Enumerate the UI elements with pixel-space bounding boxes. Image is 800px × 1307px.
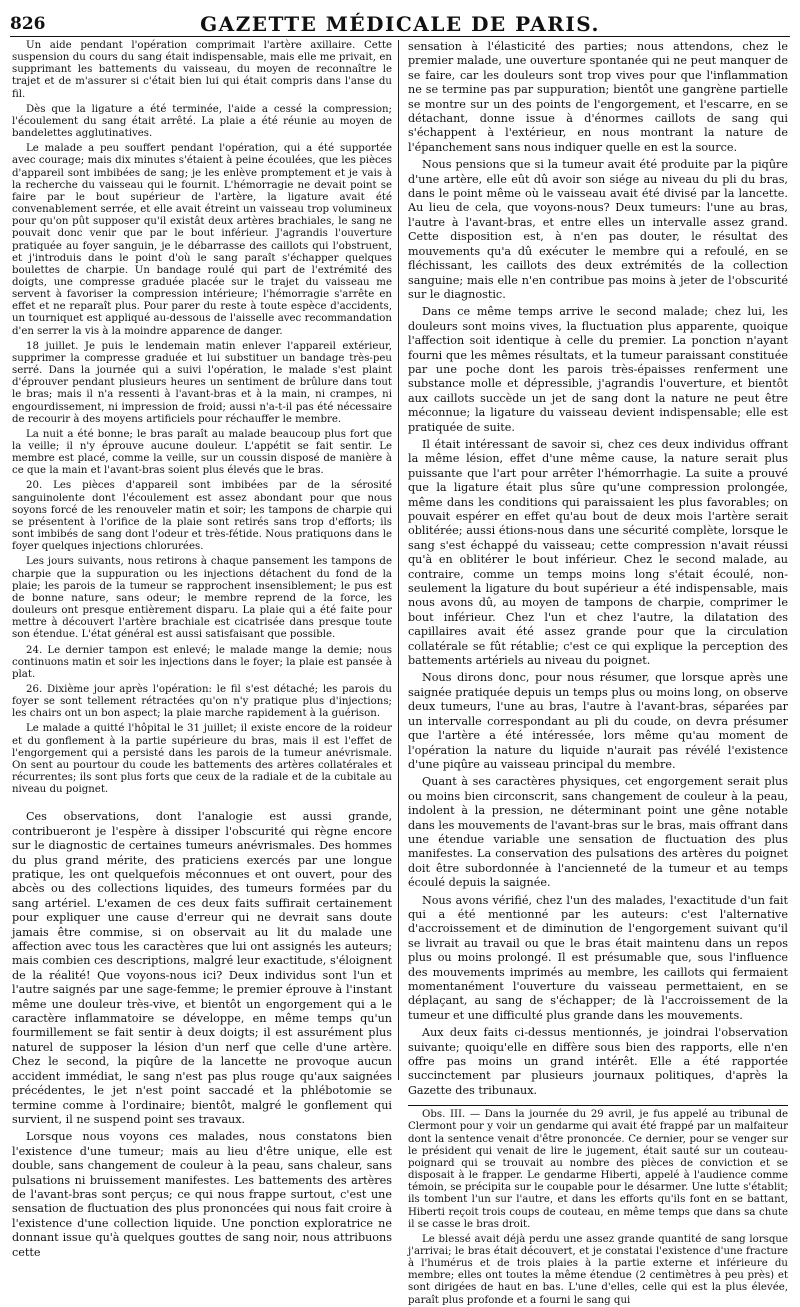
paragraph: 24. Le dernier tampon est enlevé; le malade mange la demie; nous continuons matin et soir les injections dans le foyer; la plaie est pansée à plat. [12,644,392,680]
paragraph: Il était intéressant de savoir si, chez ces deux individus offrant la même lésion, effet d'une même cause, la nature serait plus puissante que l'art pour arrêter l'hémorrhagie. La suite a prouvé que la ligature était plus sûre qu'une compression prolongée, même dans les conditions qui paraissaient les plus favorables; on pouvait espérer en effet qu'au bout de deux mois l'artère serait oblitérée; aussi étions-nous dans une sécurité complète, lorsque le sang s'est échappé du vaisseau; cette compression n'avait réussi qu'à en oblitérer le bout inférieur. Chez le second malade, au contraire, comme un temps moins long s'était écoulé, non-seulement la ligature du bout supérieur a été indispensable, mais nous avons dû, au moyen de tampons de charpie, comprimer le bout inférieur. Chez l'un et chez l'autre, la dilatation des capillaires avait été assez grande pour que la circulation collatérale se fût rétablie; c'est ce qui explique la perception des battements artériels au niveau du poignet. [408,437,788,668]
paragraph: Lorsque nous voyons ces malades, nous constatons bien l'existence d'une tumeur; mais au lieu d'être unique, elle est double, sans changement de couleur à la peau, sans chaleur, sans pulsations ni bruissement manifestes. Les battements des artères de l'avant-bras sont perçus; ce qui nous frappe surtout, c'est une sensation de fluctuation des plus prononcées qui nous fait croire à l'existence d'une collection liquide. Une ponction exploratrice ne donnant issue qu'à quelques gouttes de sang noir, nous attribuons cette [12,1130,392,1259]
divider-rule [408,1105,788,1106]
paragraph: Le blessé avait déjà perdu une assez grande quantité de sang lorsque j'arrivai; le bras était découvert, et je constatai l'existence d'une fracture à l'humérus et de trois plaies à la partie externe et inférieure du membre; elles ont toutes la même étendue (2 centimètres à peu près) et sont dirigées de haut en bas. L'une d'elles, celle qui est la plus élevée, paraît plus profonde et a fourni le sang qui [408,1233,788,1306]
paragraph: Le malade a peu souffert pendant l'opération, qui a été supportée avec courage; mais dix minutes s'étaient à peine écoulées, que les pièces d'appareil sont imbibées de sang; je les enlève promptement et je vais à la recherche du vaisseau qui le fournit. L'hémorragie ne devait point se faire par le bout supérieur de l'artère, la ligature avait été convenablement serrée, et elle avait étreint un vaisseau trop volumineux pour qu'on pût supposer qu'il existât deux artères brachiales, le sang ne pouvait donc venir que par le bout inférieur. J'agrandis l'ouverture pratiquée au foyer sanguin, je le débarrasse des caillots qui l'obstruent, et j'introduis dans le point d'où le sang paraît s'échapper quelques boulettes de charpie. Un bandage roulé qui part de l'extrémité des doigts, une compresse graduée placée sur le trajet du vaisseau me servent à favoriser la compression intérieure; l'hémorragie s'arrête en effet et ne reparaît plus. Pour parer du reste à toute espèce d'accidents, un tourniquet est appliqué au-dessous de l'aisselle avec recommandation d'en serrer la vis à la moindre apparence de danger. [12,143,392,337]
paragraph: Un aide pendant l'opération comprimait l'artère axillaire. Cette suspension du cours du sang était indispensable, mais elle me privait, en supprimant les battements du vaisseau, du moyen de reconnaître le trajet et de m'assurer si c'était bien lui qui était compris dans l'anse du fil. [12,40,392,100]
journal-title: GAZETTE MÉDICALE DE PARIS. [200,12,600,36]
paragraph: Dès que la ligature a été terminée, l'aide a cessé la compression; l'écoulement du sang était arrêté. La plaie a été réunie au moyen de bandelettes agglutinatives. [12,103,392,140]
paragraph: Ces observations, dont l'analogie est aussi grande, contribueront je l'espère à dissiper l'obscurité qui règne encore sur le diagnostic de certaines tumeurs anévrismales. Des hommes du plus grand mérite, des praticiens exercés par une longue pratique, les ont quelquefois méconnues et ont ouvert, pour des abcès ou des collections liquides, des tumeurs formées par du sang artériel. L'examen de ces deux faits suffirait certainement pour expliquer une cause d'erreur qui ne devrait sans doute jamais être commise, si on observait au lit du malade une affection avec tous les caractères que lui ont assignés les auteurs; mais combien ces descriptions, malgré leur exactitude, s'éloignent de la réalité! Que voyons-nous ici? Deux individus sont l'un et l'autre saignés par une sage-femme; le premier éprouve à l'instant même une douleur très-vive, et bientôt un engorgement qui a le caractère inflammatoire se développe, en même temps qu'un fourmillement se fait sentir à deux doigts; il est assurément plus naturel de supposer la lésion d'un nerf que celle d'une artère. Chez le second, la piqûre de la lancette ne provoque aucun accident immédiat, le sang n'est pas plus rouge qu'aux saignées précédentes, le jet n'est point saccadé et la phlébotomie se termine comme à l'ordinaire; bientôt, malgré le gonflement qui survient, il ne suspend point ses travaux. [12,810,392,1126]
paragraph: Dans ce même temps arrive le second malade; chez lui, les douleurs sont moins vives, la fluctuation plus apparente, quoique l'affection soit identique à celle du premier. La ponction n'ayant fourni que les mêmes résultats, et la tumeur paraissant constituée par une poche dont les parois très-épaisses renferment une substance molle et dépressible, j'agrandis l'ouverture, et bientôt aux caillots succède un jet de sang dont la nature ne peut être méconnue; la ligature du vaisseau devient indispensable; elle est pratiquée de suite. [408,305,788,434]
page-header [10,8,790,36]
paragraph: Les jours suivants, nous retirons à chaque pansement les tampons de charpie que la suppuration ou les injections détachent du fond de la plaie; les parois de la tumeur se rapprochent insensiblement; le pus est de bonne nature, sans odeur; le membre reprend de la force, les douleurs ont presque entièrement disparu. La plaie qui a été faite pour mettre à découvert l'artère brachiale est cicatrisée dans presque toute son étendue. L'état général est aussi satisfaisant que possible. [12,556,392,641]
paragraph: 26. Dixième jour après l'opération: le fil s'est détaché; les parois du foyer se sont tellement rétractées qu'on n'y pratique plus d'injections; les chairs ont un bon aspect; la plaie marche rapidement à la guérison. [12,683,392,720]
paragraph: sensation à l'élasticité des parties; nous attendons, chez le premier malade, une ouverture spontanée qui ne peut manquer de se faire, car les douleurs sont trop vives pour que l'inflammation ne se termine pas par suppuration; bientôt une gangrène partielle se montre sur un des points de l'engorgement, et l'escarre, en se détachant, donne issue à d'énormes caillots de sang qui s'échappent à l'extérieur, en nous montrant la nature de l'épanchement sans nous indiquer quelle en est la source. [408,40,788,154]
paragraph: La nuit a été bonne; le bras paraît au malade beaucoup plus fort que la veille; il n'y éprouve aucune douleur. L'appétit se fait sentir. Le membre est placé, comme la veille, sur un coussin disposé de manière à ce que la main et l'avant-bras soient plus élevés que le bras. [12,428,392,477]
column-separator [398,40,399,1080]
page-number: 826 [10,14,46,34]
section-divider [408,1101,788,1109]
paragraph: Obs. III. — Dans la journée du 29 avril, je fus appelé au tribunal de Clermont pour y voir un gendarme qui avait été frappé par un malfaiteur dont la sentence venait d'être prononcée. Ce dernier, pour se venger sur le président qui venait de lire le jugement, était sauté sur un couteau-poignard qui se trouvait au nombre des pièces de conviction et se disposait à le frapper. Le gendarme Hiberti, appelé à l'audience comme témoin, se précipita sur le coupable pour le désarmer. Une lutte s'établit; ils tombent l'un sur l'autre, et dans les efforts qu'ils font en se battant, Hiberti reçoit trois coups de couteau, en même temps que dans sa chute il se casse le bras droit. [408,1109,788,1230]
paragraph: Nous dirons donc, pour nous résumer, que lorsque après une saignée pratiquée depuis un temps plus ou moins long, on observe deux tumeurs, l'une au bras, l'autre à l'avant-bras, séparées par un intervalle correspondant au pli du coude, on devra présumer que l'artère a été intéressée, lors même qu'au moment de l'opération la nature du liquide n'aurait pas révélé l'existence d'une piqûre au vaisseau principal du membre. [408,671,788,771]
left-column [12,40,392,1259]
paragraph: 18 juillet. Je puis le lendemain matin enlever l'appareil extérieur, supprimer la compresse graduée et lui substituer un bandage très-peu serré. Dans la journée qui a suivi l'opération, le malade s'est plaint d'éprouver pendant plusieurs heures un sentiment de brûlure dans tout le bras; mais il n'a ressenti à l'avant-bras et à la main, ni crampes, ni engourdissement, ni impression de froid; aussi n'a-t-il pas été nécessaire de recourir à des moyens artificiels pour réchauffer le membre. [12,340,392,425]
paragraph: Aux deux faits ci-dessus mentionnés, je joindrai l'observation suivante; quoiqu'elle en diffère sous bien des rapports, elle n'en offre pas moins un grand intérêt. Elle a été rapportée succinctement par plusieurs journaux politiques, d'après la Gazette des tribunaux. [408,1026,788,1097]
paragraph: Nous avons vérifié, chez l'un des malades, l'exactitude d'un fait qui a été mentionné par les auteurs: c'est l'alternative d'accroissement et de diminution de l'engorgement suivant qu'il se livrait au travail ou que le bras était maintenu dans un repos plus ou moins prolongé. Il est présumable que, sous l'influence des mouvements imprimés au membre, les caillots qui fermaient momentanément l'ouverture du vaisseau permettaient, en se déplaçant, au sang de s'échapper; de là l'accroissement de la tumeur et une difficulté plus grande dans les mouvements. [408,893,788,1022]
paragraph: 20. Les pièces d'appareil sont imbibées par de la sérosité sanguinolente dont l'écoulement est assez abondant pour que nous soyons forcé de les renouveler matin et soir; les tampons de charpie qui se présentent à l'orifice de la plaie sont retirés sans trop d'efforts; ils sont imbibés de sang dont l'odeur et très-fétide. Nous pratiquons dans le foyer quelques injections chlorurées. [12,480,392,553]
paragraph: Le malade a quitté l'hôpital le 31 juillet; il existe encore de la roideur et du gonflement à la partie supérieure du bras, mais il est l'effet de l'engorgement qui a persisté dans les parois de la tumeur anévrismale. On sent au pourtour du coude les battements des artères collatérales et récurrentes; ils sont plus forts que ceux de la radiale et de la cubitale au niveau du poignet. [12,723,392,796]
header-rule [10,36,790,37]
paragraph: Quant à ses caractères physiques, cet engorgement serait plus ou moins bien circonscrit, sans changement de couleur à la peau, indolent à la pression, ne déterminant point une gêne notable dans les mouvements de l'avant-bras sur le bras, mais offrant dans une étendue variable une sensation de fluctuation des plus manifestes. La conservation des pulsations des artères du poignet doit être subordonnée à l'ancienneté de la tumeur et au temps écoulé depuis la saignée. [408,775,788,890]
right-column [408,40,788,1306]
paragraph: Nous pensions que si la tumeur avait été produite par la piqûre d'une artère, elle eût dû avoir son siége au niveau du pli du bras, dans le point même où le vaisseau avait été divisé par la lancette. Au lieu de cela, que voyons-nous? Deux tumeurs: l'une au bras, l'autre à l'avant-bras, et entre elles un intervalle assez grand. Cette disposition est, à n'en pas douter, le résultat des mouvements qu'a dû exécuter le membre qui a refoulé, en se fléchissant, les caillots des deux extrémités de la collection sanguine; mais elle n'en contribue pas moins à jeter de l'obscurité sur le diagnostic. [408,158,788,301]
